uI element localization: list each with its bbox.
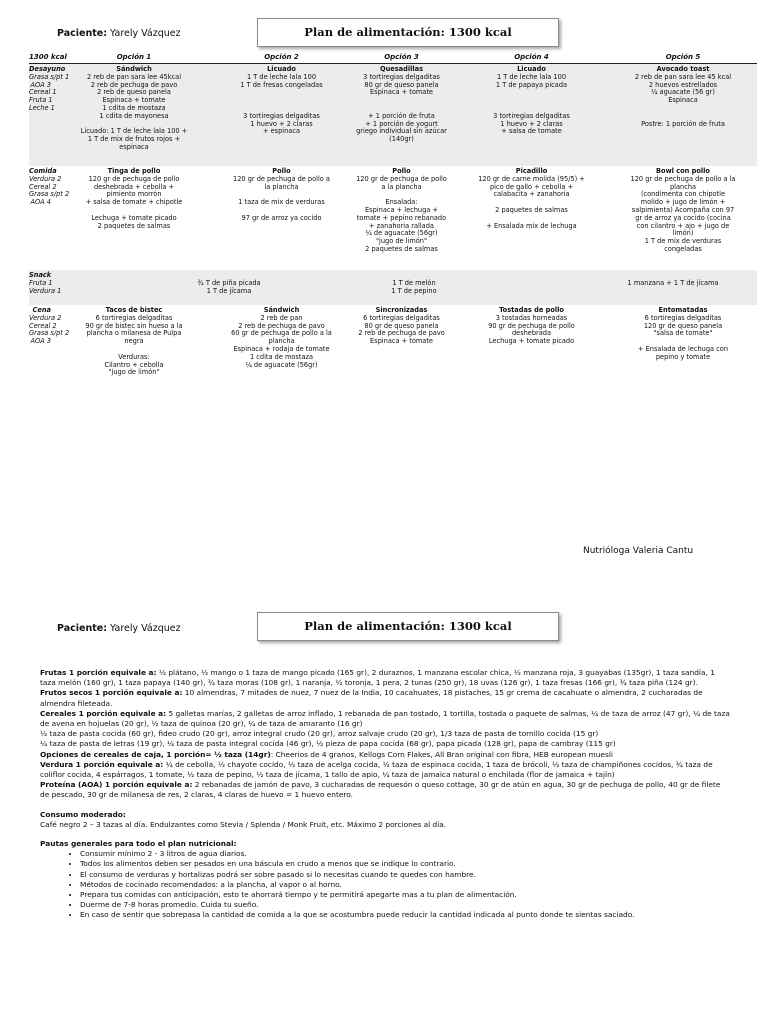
ingredient-line: 120 gr de carne molida (95/5) +	[478, 174, 585, 183]
ingredient-line: deshebrada	[511, 329, 552, 338]
ingredient-line: 1 T de melón	[392, 279, 436, 287]
equivalence-paragraph	[40, 760, 730, 780]
equivalence-label: Frutas 1 porción equivale a:	[40, 668, 157, 677]
comida-option-4-cell	[469, 168, 594, 230]
equivalents-list	[40, 668, 730, 801]
equivalence-text: ¼ taza de pasta de letras (19 gr), ¼ taza de pasta integral cocida (46 gr), ½ pieza de papa cocida (68 gr), papa picada (128 gr), papa de cambray (115 gr)	[40, 739, 616, 749]
ingredient-line: ¼ de aguacate (56gr)	[365, 229, 438, 238]
dish-title: Tinga de pollo	[107, 167, 161, 175]
ingredient-line: con cilantro + ajo + jugo de	[636, 221, 730, 230]
ingredient-line: 1 huevo + 2 claras	[500, 119, 563, 128]
cena-option-2-cell	[219, 307, 344, 369]
ingredient-line: 90 gr de bistec sin hueso a la	[85, 321, 183, 330]
breakfast-section	[29, 64, 757, 166]
ingredient-line: 3 tostadas horneadas	[495, 313, 568, 322]
portion-label: Verdura 1	[29, 286, 62, 295]
dish-title: Sincronizadas	[375, 306, 428, 314]
dish-title: Picadillo	[515, 167, 548, 175]
ingredient-line: Espinaca + tomate	[370, 88, 433, 97]
dish-title: Pollo	[392, 167, 411, 175]
ingredient-line: 3 tortiregias delgaditas	[363, 72, 440, 81]
equivalence-text: 5 galletas marías, 2 galletas de arroz inflado, 1 rebanada de pan tostado, 1 tortilla, tostada o paquete de salmas, ¼ de taza de arroz (47 gr), ¼ de taza de avena en hojuelas (20 gr), ½ taza de quinoa (20 gr), ¼ de taza de amaranto (16 gr)	[40, 708, 730, 729]
ingredient-line: 97 gr de arroz ya cocido	[241, 213, 322, 222]
guideline-item: • El consumo de verduras y hortalizas podrá ser sobre pasado si lo necesitas cuando te quedes con hambre.	[80, 870, 730, 880]
desayuno-option-3-cell	[339, 66, 464, 144]
portion-label: Verdura 2	[29, 174, 62, 183]
ingredient-line: salpimienta) Acompaña con 97	[631, 205, 735, 214]
option-1-header: Opción 1	[116, 53, 152, 61]
ingredient-line: 1 T de leche lala 100	[496, 72, 567, 81]
dish-title: Licuado	[517, 65, 546, 73]
equivalence-label: Cereales 1 porción equivale a:	[40, 708, 167, 718]
equivalence-text: 2 rebanadas de jamón de pavo, 3 cucharadas de requesón o queso cottage, 30 gr de atún en agua, 30 gr de pechuga de pollo, 40 gr de filete de pescado, 30 gr de milanesa de res, 2 claras, 4 claras de huevo = 1 huevo entero.	[40, 780, 721, 800]
ingredient-line: molido + jugo de limón +	[640, 198, 726, 207]
ingredient-line: pico de gallo + cebolla +	[490, 182, 573, 191]
portion-label: AOA 3	[30, 80, 51, 89]
equivalence-paragraph	[40, 709, 730, 729]
portion-label: Grasa s/pt 1	[29, 72, 70, 81]
table-header-row	[29, 53, 757, 64]
equivalence-paragraph	[40, 729, 730, 739]
dinner-section	[29, 305, 757, 397]
ingredient-line: 1 cdita de mostaza	[249, 352, 313, 361]
ingredient-line: espinaca	[119, 142, 149, 151]
portion-label: Grasa s/pt 2	[29, 329, 70, 338]
dish-title: Tacos de bistec	[105, 306, 163, 314]
equivalence-text: : Cheerios de 4 granos, Kellogs Corn Flakes, All Bran original con fibra, HEB european muesli	[270, 749, 613, 759]
guideline-item: • Todos los alimentos deben ser pesados en una báscula en crudo a menos que se indique lo contrario.	[80, 859, 730, 869]
page-title-page2: Plan de alimentación: 1300 kcal	[257, 612, 559, 641]
guideline-item: • Consumir mínimo 2 - 3 litros de agua diarios.	[80, 849, 730, 859]
desayuno-row-labels	[29, 65, 70, 113]
equivalence-text: ¼ de cebolla, ½ chayote cocido, ½ taza de acelga cocida, ½ taza de espinaca cocida, 1 taza de brócoli, ½ taza de champiñones cocidos, ¾ taza de coliflor cocida, 4 espárragos, 1 tomate, ½ taza de pepino, ½ taza de jícama, 1 tallo de apio, ¼ taza de jamaica natural o enchilada (flor de jamaica + tajín)	[40, 759, 713, 780]
ingredient-line: + zanahoria rallada	[369, 221, 434, 230]
desayuno-option-4-cell	[469, 66, 594, 136]
ingredient-line: 120 gr de pechuga de pollo	[356, 174, 447, 183]
equivalence-label: Frutos secos 1 porción equivale a:	[40, 688, 183, 698]
meal-name: Desayuno	[29, 65, 66, 73]
ingredient-line: 3 tortiregias delgaditas	[493, 111, 570, 120]
ingredient-line: Espinaca + rodaja de tomate	[233, 344, 330, 353]
option-3-header: Opción 3	[384, 53, 419, 61]
dish-title: Tostadas de pollo	[499, 306, 564, 314]
portion-label: Verdura 2	[29, 313, 62, 322]
ingredient-line: 1 manzana + 1 T de jícama	[627, 279, 719, 287]
ingredient-line: Postre: 1 porción de fruta	[641, 119, 725, 128]
nutritionist-signature: Nutrióloga Valeria Cantu	[583, 546, 694, 556]
meal-name: Cena	[32, 306, 51, 314]
equivalence-paragraph	[40, 780, 730, 800]
ingredient-line: 1 T de mix de frutos rojos +	[87, 135, 181, 144]
page-title: Plan de alimentación: 1300 kcal	[257, 18, 559, 47]
ingredient-line: 6 tortiregias delgaditas	[95, 313, 173, 322]
patient-label: Paciente:	[57, 28, 107, 39]
ingredient-line: "jugo de limón"	[108, 368, 160, 377]
ingredient-line: ¾ T de piña picada	[197, 279, 261, 287]
equivalence-label: Verdura 1 porción equivale a:	[40, 759, 164, 769]
ingredient-line: 2 paquetes de salmas	[365, 244, 438, 253]
ingredient-line: Espinaca + lechuga +	[365, 205, 438, 214]
ingredient-line: 2 paquetes de salmas	[97, 221, 171, 230]
portion-label: Leche 1	[29, 103, 55, 112]
portion-label: Cereal 2	[29, 182, 57, 191]
comida-option-3-cell	[339, 168, 464, 254]
portion-label: Fruta 1	[29, 278, 53, 287]
snack-option-3-cell	[589, 280, 757, 288]
ingredient-line: Licuado: 1 T de leche lala 100 +	[80, 127, 188, 136]
guideline-item: • Métodos de cocinado recomendados: a la plancha, al vapor o al horno.	[80, 880, 730, 890]
kcal-header: 1300 kcal	[29, 53, 67, 61]
ingredient-line: pimiento morrón	[106, 190, 162, 199]
ingredient-line: griego individual sin azúcar	[356, 127, 447, 136]
ingredient-line: Lechuga + tomate picado	[488, 337, 575, 346]
snack-row-labels	[29, 271, 62, 295]
ingredient-line: "jugo de limón"	[375, 237, 428, 246]
portion-label: Grasa s/pt 2	[29, 190, 70, 199]
ingredient-line: "salsa de tomate"	[653, 329, 713, 338]
guideline-item: • En caso de sentir que sobrepasa la cantidad de comida a la que se acostumbra puede reducir la cantidad indicada al punto donde te sientas saciado.	[80, 910, 730, 920]
dish-title: Avocado toast	[656, 65, 710, 73]
ingredient-line: 1 T de pepino	[391, 286, 437, 295]
ingredient-line: 80 gr de queso panela	[364, 321, 439, 330]
ingredient-line: ¼ aguacate (56 gr)	[651, 88, 715, 97]
ingredient-line: 120 gr de pechuga de pollo a la	[630, 174, 736, 183]
comida-option-2-cell	[219, 168, 344, 223]
cena-option-5-cell	[609, 307, 757, 362]
ingredient-line: 120 gr de pechuga de pollo	[88, 174, 180, 183]
ingredient-line: 60 gr de pechuga de pollo a la	[231, 329, 332, 338]
moderate-text: Café negro 2 – 3 tazas al día. Endulzantes como Stevia / Splenda / Monk Fruit, etc. Máximo 2 porciones al día.	[40, 819, 447, 829]
equivalence-paragraph	[40, 739, 730, 749]
ingredient-line: 2 reb de pan sara lee 45kcal	[86, 72, 182, 81]
ingredient-line: 2 reb de pechuga de pavo	[358, 329, 445, 338]
ingredient-line: 6 tortiregias delgaditas	[363, 313, 440, 322]
desayuno-option-5-cell	[609, 66, 757, 128]
dish-title: Sándwich	[116, 65, 152, 73]
comida-row-labels	[29, 167, 70, 207]
ingredient-line: plancha o milanesa de Pulpa	[86, 329, 182, 338]
lunch-section	[29, 166, 757, 270]
patient-line	[57, 28, 181, 39]
ingredient-line: plancha	[268, 337, 295, 346]
ingredient-line: + espinaca	[262, 127, 301, 136]
ingredient-line: Espinaca + tomate	[102, 96, 166, 105]
equivalence-text: ½ plátano, ½ mango o 1 taza de mango picado (165 gr), 2 duraznos, 1 manzana escolar chica, ½ manzana roja, 3 guayabas (135gr), 1 taza sandía, 1 taza melón (160 gr), 1 taza papaya (140 gr), ¾ taza moras (108 gr), 1 naranja, ½ toronja, 1 pera, 2 tunas (250 gr), 18 uvas (126 gr), 1 taza fresas (166 gr), ¾ taza piña (124 gr).	[40, 668, 715, 688]
portion-label: AOA 4	[30, 198, 51, 207]
ingredient-line: calabacita + zanahoria	[493, 190, 570, 199]
option-2-header: Opción 2	[264, 53, 299, 61]
equivalence-text: 10 almendras, 7 mitades de nuez, 7 nuez de la India, 10 cacahuates, 18 pistaches, 15 gr crema de cacahuate o almendra, 2 cucharadas de almendra fileteada.	[40, 688, 703, 708]
ingredient-line: 1 huevo + 2 claras	[250, 119, 313, 128]
dish-title: Sándwich	[263, 306, 300, 314]
desayuno-option-2-cell	[219, 66, 344, 136]
ingredient-line: 1 cdita de mayonesa	[99, 111, 169, 120]
portion-label: Cereal 2	[29, 321, 57, 330]
dish-title: Licuado	[267, 65, 296, 73]
guideline-item: • Duerme de 7-8 horas promedio. Cuida tu sueño.	[80, 900, 730, 910]
ingredient-line: + 1 porción de yogurt	[365, 119, 438, 128]
ingredient-line: 1 T de mix de verduras	[644, 237, 722, 246]
equivalence-paragraph	[40, 750, 730, 760]
ingredient-line: + salsa de tomate	[501, 127, 562, 136]
equivalence-label: Opciones de cereales de caja, 1 porción= ½ taza (14gr)	[40, 749, 271, 759]
ingredient-line: a la plancha	[381, 182, 422, 191]
ingredient-line: negra	[124, 337, 144, 346]
ingredient-line: 2 reb de queso panela	[97, 88, 171, 97]
ingredient-line: 80 gr de queso panela	[364, 80, 439, 89]
snack-option-2-cell	[329, 280, 499, 296]
desayuno-option-1-cell	[69, 66, 199, 152]
ingredient-line: 2 paquetes de salmas	[495, 205, 568, 214]
portion-label: AOA 3	[30, 337, 51, 346]
ingredient-line: + 1 porción de fruta	[368, 111, 435, 120]
ingredient-line: limón)	[672, 229, 694, 238]
ingredient-line: + Ensalada mix de lechuga	[486, 221, 577, 230]
meal-name: Snack	[29, 271, 52, 279]
cena-option-1-cell	[69, 307, 199, 377]
meal-plan-table	[29, 53, 757, 397]
guideline-item: • Prepara tus comidas con anticipación, esto te ahorrará tiempo y te permitirá apegarte mas a tu plan de alimentación.	[80, 890, 730, 900]
guidelines-list	[40, 849, 730, 920]
ingredient-line: + Ensalada de lechuga con	[637, 344, 728, 353]
option-4-header: Opción 4	[514, 53, 549, 61]
ingredient-line: + salsa de tomate + chipotle	[85, 198, 183, 207]
ingredient-line: gr de arroz ya cocido (cocina	[635, 213, 731, 222]
ingredient-line: 90 gr de pechuga de pollo	[488, 321, 575, 330]
cena-option-4-cell	[469, 307, 594, 346]
ingredient-line: 1 T de leche lala 100	[246, 72, 317, 81]
option-5-header: Opción 5	[665, 53, 701, 61]
ingredient-line: pepino y tomate	[655, 352, 711, 361]
comida-option-1-cell	[69, 168, 199, 230]
cena-row-labels	[29, 306, 70, 346]
ingredient-line: la plancha	[264, 182, 299, 191]
ingredient-line: 2 reb de pechuga de pavo	[238, 321, 325, 330]
snack-option-1-cell	[129, 280, 329, 296]
ingredient-line: Cilantro + cebolla	[104, 360, 164, 369]
ingredient-line: 1 T de fresas congeladas	[240, 80, 323, 89]
equivalence-text: ½ taza de pasta cocida (60 gr), fideo crudo (20 gr), arroz integral crudo (20 gr), arroz salvaje crudo (20 gr), 1/3 taza de pasta de tornillo cocida (15 gr)	[40, 729, 599, 739]
ingredient-line: Verduras:	[118, 352, 150, 361]
dish-title: Entomatadas	[658, 306, 708, 314]
ingredient-line: deshebrada + cebolla +	[93, 182, 175, 191]
dish-title: Quesadillas	[379, 65, 424, 73]
equivalents-section: Frutas 1 porción equivale a: ½ plátano, ½ mango o 1 taza de mango picado (165 gr), 2 duraznos, 1 manzana escolar chica, ½ manzana roja, 3 guayabas (135gr), 1 taza sandía, 1 taza melón (160 gr), 1 taza papaya (140 gr), ¾ taza moras (108 gr), 1 naranja, ½ toronja, 1 pera, 2 tunas (250 gr), 18 uvas (126 gr), 1 taza fresas (166 gr), ¾ taza piña (124 gr). Frutos secos 1 porción equivale a: 10 almendras, 7 mitades de nuez, 7 nuez de la India, 10 cacahuates, 18 pistaches, 15 gr crema de cacahuate o almendra, 2 cucharadas de almendra fileteada. Cereales 1 porción equivale a: 5 galletas marías, 2 galletas de arroz inflado, 1 rebanada de pan tostado, 1 tortilla, tostada o paquete de salmas, ¼ de taza de arroz (47 gr), ¼ de taza de avena en hojuelas (20 gr), ½ taza de quinoa (20 gr), ¼ de taza de amaranto (16 gr) ½ taza de pasta cocida (60 gr), fideo crudo (20 gr), arroz integral crudo (20 gr), arroz salvaje crudo (20 gr), 1/3 taza de pasta de tornillo cocida (15 gr) ¼ taza de pasta de letras (19 gr), ¼ taza de pasta integral cocida (46 gr), ½ pieza de papa cocida (68 gr), papa picada (128 gr), papa de cambray (115 gr) Opciones de cereales de caja, 1 porción= ½ taza (14gr): Cheerios de 4 granos, Kellogs Corn Flakes, All Bran original con fibra, HEB european muesli Verdura 1 porción equivale a: ¼ de cebolla, ½ chayote cocido, ½ taza de acelga cocida, ½ taza de espinaca cocida, 1 taza de brócoli, ½ taza de champiñones cocidos, ¾ taza de coliflor cocida, 4 espárragos, 1 tomate, ½ taza de pepino, ½ taza de jícama, 1 tallo de apio, ¼ taza de jamaica natural o enchilada (flor de jamaica + tajín) Proteína (AOA) 1 porción equivale a: 2 rebanadas de jamón de pavo, 3 cucharadas de requesón o queso cottage, 30 gr de atún en agua, 30 gr de pechuga de pollo, 40 gr de filete de pescado, 30 gr de milanesa de res, 2 claras, 4 claras de huevo = 1 huevo entero. Consumo moderado: Café negro 2 – 3 tazas al día. Endulzantes como Stevia / Splenda / Monk Fruit, etc. Máximo 2 porciones al día. Pautas generales para todo el plan nutricional: • Consumir mínimo 2 - 3 litros de agua diarios. • Todos los alimentos deben ser pesados en una báscula en crudo a menos que se indique lo contrario. • El consumo de verduras y hortalizas podrá ser sobre pasado si lo necesitas cuando te quedes con hambre. • Métodos de cocinado recomendados: a la plancha, al vapor o al horno. • Prepara tus comidas con anticipación, esto te ahorrará tiempo y te permitirá apegarte mas a tu plan de alimentación. • Duerme de 7-8 horas promedio. Cuida tu sueño. • En caso de sentir que sobrepasa la cantidad de comida a la que se acostumbra puede reducir la cantidad indicada al punto donde te sientas saciado.	[40, 668, 730, 921]
equivalence-paragraph	[40, 668, 730, 688]
patient-name: Yarely Vázquez	[110, 28, 181, 39]
ingredient-line: ¼ de aguacate (56gr)	[245, 360, 318, 369]
ingredient-line: (140gr)	[389, 135, 414, 144]
ingredient-line: 120 gr de queso panela	[643, 321, 723, 330]
ingredient-line: tomate + pepino rebanado	[356, 213, 447, 222]
guidelines-title: Pautas generales para todo el plan nutricional	[40, 839, 234, 849]
ingredient-line: plancha	[669, 182, 697, 191]
ingredient-line: 6 tortiregias delgaditas	[644, 313, 722, 322]
ingredient-line: 2 reb de pan	[260, 313, 303, 322]
ingredient-line: (condimenta con chipotle	[640, 190, 726, 199]
snack-section	[29, 270, 757, 305]
equivalence-label: Proteína (AOA) 1 porción equivale a:	[40, 780, 193, 790]
ingredient-line: Ensalada:	[385, 198, 418, 207]
ingredient-line: 2 reb de pan sara lee 45 kcal	[634, 72, 732, 81]
ingredient-line: 3 tortiregias delgaditas	[243, 111, 320, 120]
ingredient-line: 1 T de jícama	[206, 286, 252, 295]
ingredient-line: 2 huevos estrellados	[648, 80, 718, 89]
patient-line-page2	[57, 623, 181, 634]
comida-option-5-cell	[609, 168, 757, 254]
ingredient-line: 1 cdita de mostaza	[102, 103, 166, 112]
cena-option-3-cell	[339, 307, 464, 346]
dish-title: Pollo	[272, 167, 291, 175]
meal-name: Comida	[29, 167, 57, 175]
ingredient-line: 1 taza de mix de verduras	[238, 198, 325, 207]
ingredient-line: 2 reb de pechuga de pavo	[90, 80, 178, 89]
equivalence-paragraph	[40, 688, 730, 708]
patient-name: Yarely Vázquez	[110, 623, 181, 634]
portion-label: Fruta 1	[29, 96, 53, 105]
dish-title: Bowl con pollo	[656, 167, 710, 175]
ingredient-line: 1 T de papaya picada	[495, 80, 568, 89]
ingredient-line: 120 gr de pechuga de pollo a	[233, 174, 330, 183]
ingredient-line: Espinaca	[668, 96, 698, 105]
ingredient-line: congeladas	[664, 244, 702, 253]
portion-label: Cereal 1	[29, 88, 57, 97]
moderate-title: Consumo moderado:	[40, 809, 126, 819]
ingredient-line: Espinaca + tomate	[370, 337, 433, 346]
ingredient-line: Lechuga + tomate picado	[91, 213, 177, 222]
patient-label: Paciente:	[57, 623, 107, 634]
